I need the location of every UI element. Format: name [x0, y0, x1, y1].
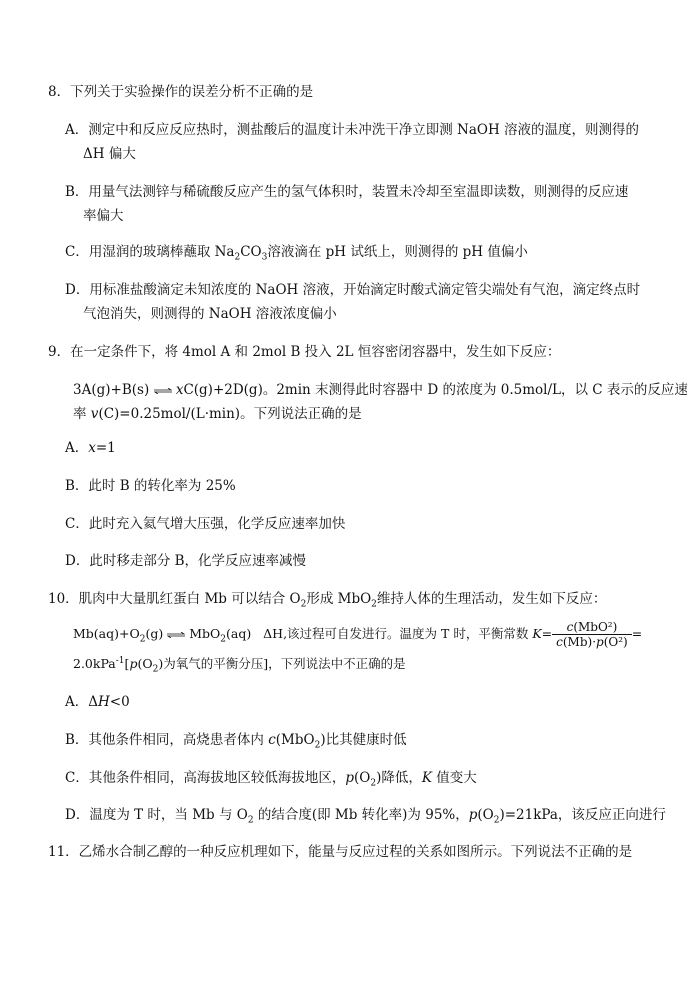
question-10-option-c: C．其他条件相同，高海拔地区较低海拔地区，$p(O_2)$降低，K 值变大 [65, 770, 477, 789]
reversible-arrow-icon [154, 388, 172, 394]
question-8-option-a-line1: A．测定中和反应反应热时，测盐酸后的温度计未冲洗干净立即测 NaOH 溶液的温度，则测得的 [65, 122, 640, 138]
question-8-option-b-line1: B．用量气法测锌与稀硫酸反应产生的氢气体积时，装置未冷却至室温即读数，则测得的反应速 [65, 184, 629, 200]
question-10-option-a: A．ΔH<0 [65, 694, 130, 710]
question-10-equation-line2: $2.0kPa^{-1}[p(O_2)$为氧气的平衡分压]，下列说法中不正确的是 [73, 655, 406, 675]
question-10-equation: $Mb(aq)+O_2(g)$ MbO$_2$(aq) ΔH,该过程可自发进行。温度为 T 时，平衡常数 K= $\frac{\text{c(MbO²)}}{\text{c(Mb)·p(O²)}}$ = [73, 620, 643, 649]
question-8-option-d-line1: D．用标准盐酸滴定未知浓度的 NaOH 溶液，开始滴定时酸式滴定管尖端处有气泡，滴定终点时 [65, 282, 641, 298]
question-11-stem: 11．乙烯水合制乙醇的一种反应机理如下，能量与反应过程的关系如图所示。下列说法不正确的是 [48, 844, 633, 860]
question-10-option-d: D．温度为 T 时，当 Mb 与 $O_2$ 的结合度(即 Mb 转化率)为 95%，$p(O_2)=21kPa$，该反应正向进行 [65, 807, 666, 826]
question-8-option-b-line2: 率偏大 [83, 208, 124, 224]
question-8-option-d-line2: 气泡消失，则测得的 NaOH 溶液浓度偏小 [83, 306, 337, 322]
question-9-equation-line2: 率 v(C)=0.25mol/(L·min)。下列说法正确的是 [73, 406, 362, 422]
question-8-stem: 8．下列关于实验操作的误差分析不正确的是 [48, 84, 314, 100]
question-8-option-c: C．用湿润的玻璃棒蘸取 $Na_2CO_3$溶液滴在 pH 试纸上，则测得的 pH 值偏小 [65, 244, 528, 263]
reversible-arrow-icon [167, 632, 185, 638]
question-10-option-b: B．其他条件相同，高烧患者体内 c(MbO$_2$)比其健康时低 [65, 732, 407, 751]
question-9-equation: 3A(g)+B(s) xC(g)+2D(g)。2min 末测得此时容器中 D 的浓度为 0.5mol/L，以 C 表示的反应速 [73, 382, 688, 398]
question-9-stem: 9．在一定条件下，将 4mol A 和 2mol B 投入 2L 恒容密闭容器中，发生如下反应： [48, 344, 561, 360]
question-8-option-a-line2: ΔH 偏大 [83, 146, 136, 162]
question-9-option-c: C．此时充入氦气增大压强，化学反应速率加快 [65, 516, 346, 532]
question-10-stem: 10．肌肉中大量肌红蛋白 Mb 可以结合 $O_2$形成 MbO$_2$维持人体的生理活动，发生如下反应： [48, 591, 607, 610]
question-9-option-a: A．x=1 [65, 440, 116, 456]
equilibrium-constant-fraction: $\frac{\text{c(MbO²)}}{\text{c(Mb)·p(O²)}}$ [552, 620, 632, 649]
question-9-option-d: D．此时移走部分 B，化学反应速率减慢 [65, 553, 307, 569]
question-9-option-b: B．此时 B 的转化率为 25% [65, 478, 236, 494]
